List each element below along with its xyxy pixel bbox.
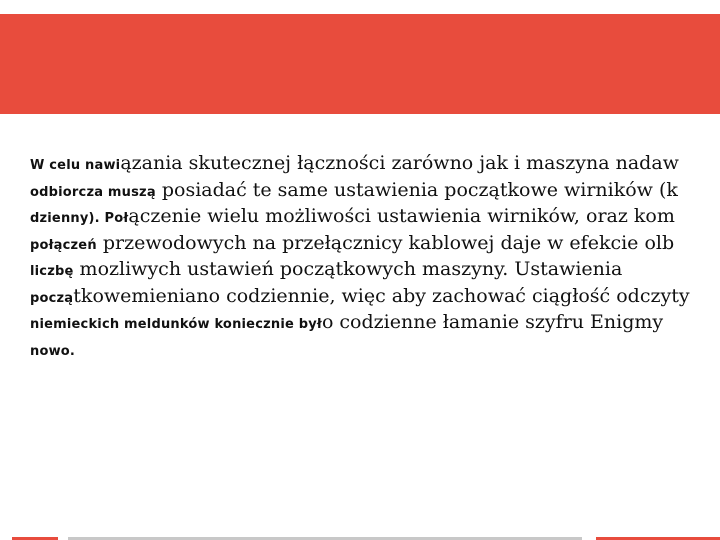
text-fragment: przewodowych na przełącznicy kablowej daje w efekcie olb [96, 231, 675, 254]
top-margin [0, 0, 720, 14]
text-fragment: mozliwych ustawień początkowych maszyny. Ustawienia [73, 258, 623, 280]
text-fragment: posiadać te same ustawienia początkowe wirników (k [155, 178, 678, 201]
text-fragment: połączeń [30, 237, 97, 253]
text-fragment: odbiorcza muszą [30, 184, 156, 200]
text-line-6 [30, 283, 720, 310]
text-line-7 [30, 309, 720, 336]
title-band [0, 14, 720, 114]
text-fragment: niemieckich meldunków koniecznie był [30, 317, 322, 332]
body-paragraph [30, 150, 720, 362]
text-fragment: o codzienne łamanie szyfru Enigmy [321, 311, 664, 333]
text-line-4 [30, 230, 720, 257]
text-fragment: tkowemieniano codziennie, więc aby zachować ciągłość odczyty [73, 284, 690, 307]
text-fragment: ączenie wielu możliwości ustawienia wirników, oraz kom [128, 205, 675, 227]
text-line-1 [30, 150, 720, 177]
text-fragment: dzienny). Poł [30, 211, 129, 226]
text-line-3 [30, 203, 720, 230]
text-line-5 [30, 256, 720, 283]
text-line-2 [30, 177, 720, 204]
text-fragment: nowo. [30, 343, 76, 359]
text-line-8 [30, 336, 720, 363]
text-fragment: W celu nawi [30, 158, 121, 173]
text-fragment: liczbę [30, 264, 74, 279]
text-fragment: począ [30, 290, 74, 306]
text-fragment: ązania skutecznej łączności zarówno jak i maszyna nadaw [120, 152, 679, 174]
